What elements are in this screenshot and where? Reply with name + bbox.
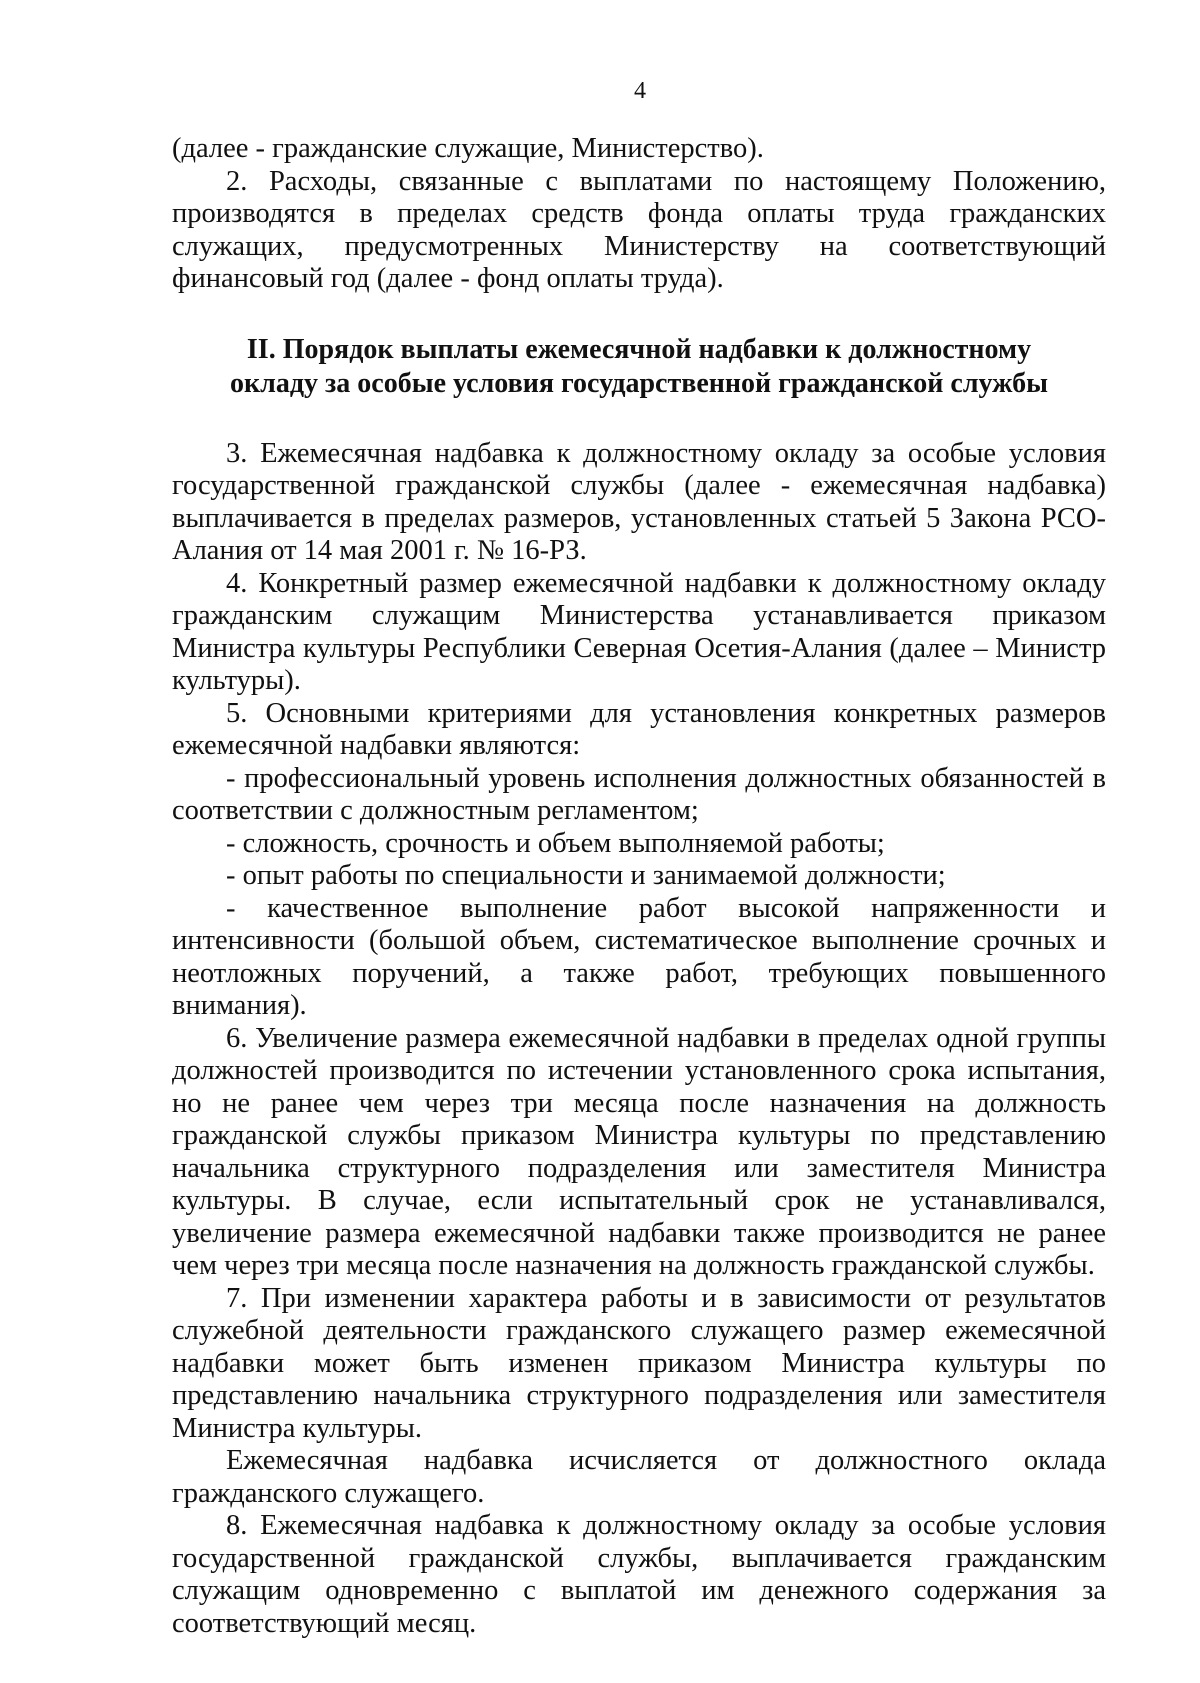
section-heading [172, 333, 1106, 401]
section-heading-line-1: II. Порядок выплаты ежемесячной надбавки к должностному [246, 333, 1032, 365]
criterion-1: - профессиональный уровень исполнения должностных обязанностей в соответствии с должностным регламентом; [172, 762, 1106, 826]
paragraph-continuation: (далее - гражданские служащие, Министерство). [172, 133, 764, 164]
paragraph-2: 2. Расходы, связанные с выплатами по настоящему Положению, производятся в пределах средств фонда оплаты труда гражданских служащих, предусмотренных Министерству на соответствующий финансовый год (далее - фонд оплаты труда). [172, 165, 1106, 294]
paragraph-7-note: Ежемесячная надбавка исчисляется от должностного оклада гражданского служащего. [172, 1445, 1106, 1509]
section-heading-line-2: окладу за особые условия государственной гражданской службы [230, 367, 1048, 399]
page-number: 4 [634, 78, 646, 104]
document-body [172, 133, 1106, 1640]
paragraph-5: 5. Основными критериями для установления конкретных размеров ежемесячной надбавки являются: [172, 697, 1106, 761]
paragraph-4: 4. Конкретный размер ежемесячной надбавки к должностному окладу гражданским служащим Министерства устанавливается приказом Министра культуры Республики Северная Осетия-Алания (далее – Министр культуры). [172, 567, 1106, 696]
criterion-2: - сложность, срочность и объем выполняемой работы; [226, 827, 885, 859]
paragraph-7: 7. При изменении характера работы и в зависимости от результатов служебной деятельности гражданского служащего размер ежемесячной надбавки может быть изменен приказом Министра культуры по представлению начальника структурного подразделения или заместителя Министра культуры. [172, 1282, 1106, 1444]
paragraph-8: 8. Ежемесячная надбавка к должностному окладу за особые условия государственной гражданской службы, выплачивается гражданским служащим одновременно с выплатой им денежного содержания за соответствующий месяц. [172, 1510, 1106, 1639]
paragraph-3: 3. Ежемесячная надбавка к должностному окладу за особые условия государственной гражданской службы (далее - ежемесячная надбавка) выплачивается в пределах размеров, установленных статьей 5 Закона РСО-Алания от 14 мая 2001 г. № 16-РЗ. [172, 437, 1106, 566]
criterion-3: - опыт работы по специальности и занимаемой должности; [226, 860, 946, 891]
paragraph-6: 6. Увеличение размера ежемесячной надбавки в пределах одной группы должностей производится по истечении установленного срока испытания, но не ранее чем через три месяца после назначения на должность гражданской службы приказом Министра культуры по представлению начальника структурного подразделения или заместителя Министра культуры. В случае, если испытательный срок не устанавливался, увеличение размера ежемесячной надбавки также производится не ранее чем через три месяца после назначения на должность гражданской службы. [172, 1022, 1106, 1281]
criterion-4: - качественное выполнение работ высокой напряженности и интенсивности (большой объем, систематическое выполнение срочных и неотложных поручений, а также работ, требующих повышенного внимания). [172, 892, 1106, 1021]
